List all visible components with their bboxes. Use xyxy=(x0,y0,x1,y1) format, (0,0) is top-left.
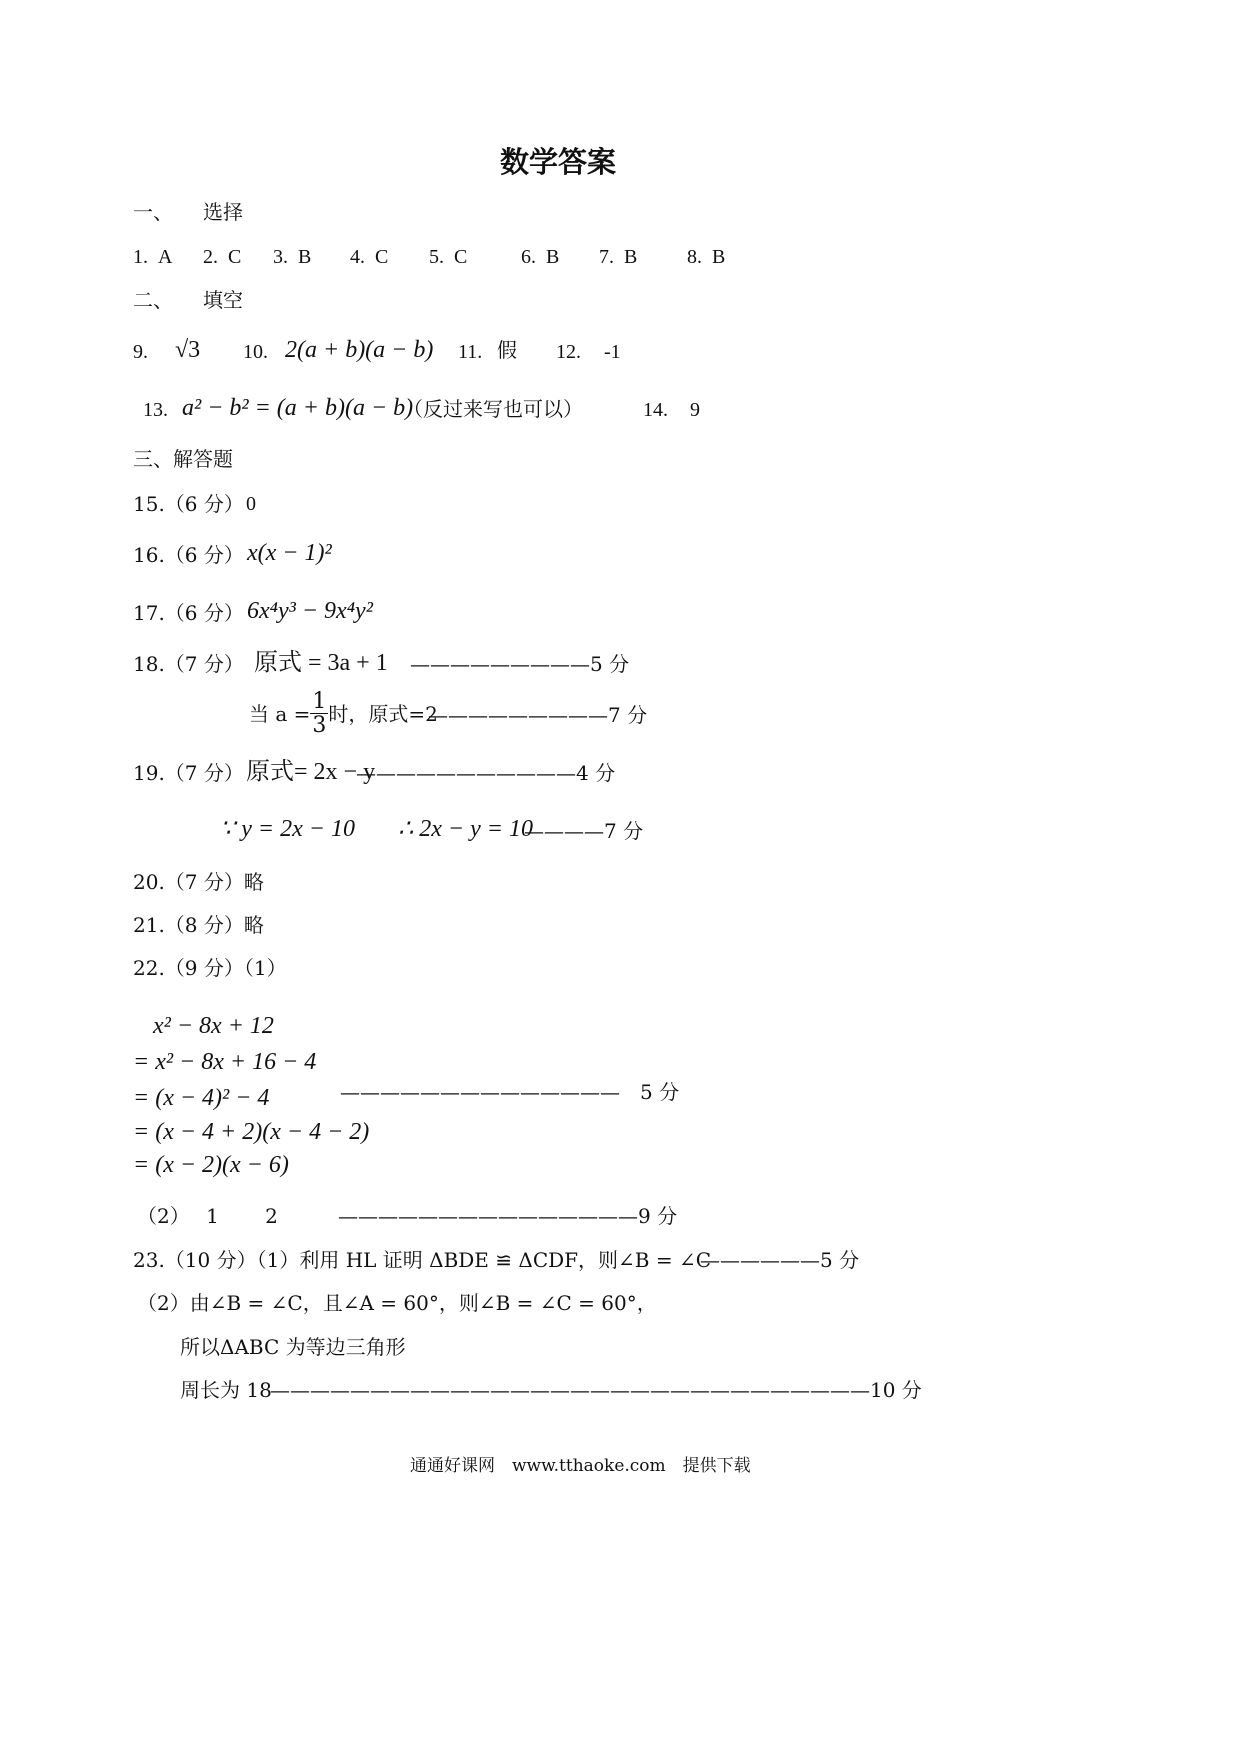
choice-answer-7: 7. B xyxy=(599,246,638,268)
question-17-label: 17.（6 分） xyxy=(133,601,244,625)
question-22-step-3: = (x − 4)² − 4 xyxy=(133,1085,270,1111)
fill-answer-11: 假 xyxy=(497,338,517,362)
question-15-label: 15.（6 分） xyxy=(133,492,244,516)
question-23-conclusion: 所以ΔABC 为等边三角形 xyxy=(180,1335,406,1359)
question-19-score-7: ————7 分 xyxy=(524,819,644,843)
question-18-label: 18.（7 分） xyxy=(133,652,244,676)
question-23-score-5: ——————5 分 xyxy=(700,1248,860,1272)
fill-answer-14: 9 xyxy=(690,399,700,421)
section-heading-fill: 二、 填空 xyxy=(133,288,243,312)
choice-answer-1: 1. A xyxy=(133,246,173,268)
fill-number-10: 10. xyxy=(243,341,268,363)
question-19-therefore: ∴ 2x − y = 10 xyxy=(398,816,533,842)
fill-answer-9: √3 xyxy=(175,337,201,363)
page-title: 数学答案 xyxy=(500,145,617,179)
question-21: 21.（8 分）略 xyxy=(133,913,264,937)
fraction-one-third: $\frac{1}{3}$ xyxy=(312,689,327,739)
fill-number-12: 12. xyxy=(556,341,581,363)
section-heading-choice: 一、 选择 xyxy=(133,200,243,224)
question-15-answer: 0 xyxy=(246,493,256,515)
question-22-step-4: = (x − 4 + 2)(x − 4 − 2) xyxy=(133,1119,370,1145)
question-16-answer: x(x − 1)² xyxy=(247,540,332,566)
substitution-result: 时，原式=2 xyxy=(328,701,438,726)
footer-source: 通通好课网 www.tthaoke.com 提供下载 xyxy=(410,1456,751,1476)
fill-note-13: （反过来写也可以） xyxy=(403,397,583,421)
question-16-label: 16.（6 分） xyxy=(133,543,244,567)
question-20: 20.（7 分）略 xyxy=(133,870,264,894)
question-19-score-4: ———————————4 分 xyxy=(356,761,616,785)
section-heading-solutions: 三、解答题 xyxy=(133,447,233,471)
fill-answer-12: -1 xyxy=(604,341,621,363)
question-22-step-2: = x² − 8x + 16 − 4 xyxy=(133,1049,317,1075)
question-22-label: 22.（9 分）（1） xyxy=(133,956,287,980)
fill-number-11: 11. xyxy=(458,341,483,363)
question-22-score-9: ———————————————9 分 xyxy=(338,1204,678,1228)
question-19-answer: 原式= 2x − y xyxy=(246,759,376,785)
question-22-step-1: x² − 8x + 12 xyxy=(153,1013,274,1039)
question-17-answer: 6x⁴y³ − 9x⁴y² xyxy=(247,598,373,624)
choice-answer-4: 4. C xyxy=(350,246,389,268)
fill-answer-13: a² − b² = (a + b)(a − b) xyxy=(182,395,414,421)
question-23-perimeter: 周长为 18 xyxy=(180,1378,272,1402)
choice-answer-8: 8. B xyxy=(687,246,726,268)
fill-number-14: 14. xyxy=(643,399,668,421)
question-22-step-5: = (x − 2)(x − 6) xyxy=(133,1152,289,1178)
question-23-part-1: 23.（10 分）（1）利用 HL 证明 ΔBDE ≌ ΔCDF，则∠B = ∠C xyxy=(133,1248,712,1272)
fill-number-13: 13. xyxy=(143,399,168,421)
question-23-part-2: （2）由∠B = ∠C，且∠A = 60°，则∠B = ∠C = 60°， xyxy=(137,1291,657,1315)
choice-answer-6: 6. B xyxy=(521,246,560,268)
question-18-substitution xyxy=(249,690,438,737)
choice-answer-5: 5. C xyxy=(429,246,468,268)
question-18-answer: 原式 = 3a + 1 xyxy=(254,650,388,676)
question-19-because: ∵ y = 2x − 10 xyxy=(220,816,355,842)
question-18-score-5: —————————5 分 xyxy=(410,652,630,676)
question-22-score-5: —————————————— 5 分 xyxy=(340,1080,680,1104)
question-23-score-10: ——————————————————————————————10 分 xyxy=(270,1378,922,1402)
substitution-prefix: 当 a = xyxy=(249,701,311,726)
fill-answer-10: 2(a + b)(a − b) xyxy=(285,337,434,363)
question-19-label: 19.（7 分） xyxy=(133,761,244,785)
choice-answer-2: 2. C xyxy=(203,246,242,268)
fill-number-9: 9. xyxy=(133,341,148,363)
choice-answer-3: 3. B xyxy=(273,246,312,268)
question-22-part-2: （2） 1 2 xyxy=(137,1204,278,1228)
question-18-score-7: —————————7 分 xyxy=(428,703,648,727)
